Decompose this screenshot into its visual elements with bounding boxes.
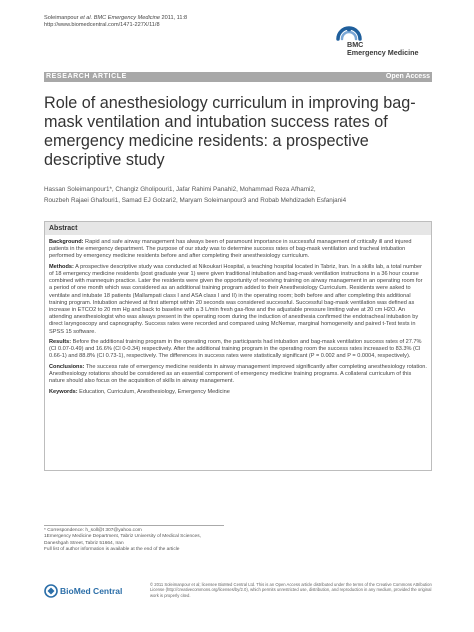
correspondence-email[interactable]: * Correspondence: h_soll@t 307@yahoo.com <box>44 528 142 533</box>
abstract-heading: Abstract <box>49 225 78 232</box>
conclusions-label: Conclusions: <box>49 363 85 370</box>
author-list <box>44 184 434 206</box>
affiliation-note: Full list of author information is available at the end of the article <box>44 546 180 552</box>
abstract-background: Background: Rapid and safe airway management has always been of paramount importance in successful management of critically ill and injured patients in the emergency department. The purpose of our study was to determine success rates of bag-mask ventilation and tracheal intubation performed by emergency medicine residents before and after completing their anesthesiology curriculum. <box>49 239 412 260</box>
footnote-divider <box>44 525 224 526</box>
methods-label: Methods: <box>49 263 74 270</box>
journal-logo-line-2: Emergency Medicine <box>347 48 419 58</box>
author-line-2: Rouzbeh Rajaei Ghafouri1, Samad EJ Golzari2, Maryam Soleimanpour3 and Robab Mehdizadeh Esfanjani4 <box>44 197 347 204</box>
journal-logo <box>332 17 432 63</box>
open-access-label: Open Access <box>385 73 430 80</box>
abstract-conclusions: Conclusions: The success rate of emergency medicine residents in airway management improved significantly after completing anesthesiology rotation. Anesthesiology rotations should be considered as an essential component of emergency medicine training programs. A collateral curriculum of this nature should also focus on the acquisition of skills in airway management. <box>49 363 427 385</box>
license-statement: © 2011 Soleimanpour et al; licensee BioMed Central Ltd. This is an Open Access article distributed under the terms of the Creative Commons Attribution License (http://creativecommons.org/licenses/by/2.0), which permits unrestricted use, distribution, and reproduction in any medium, provided the original work is properly cited. <box>150 582 432 598</box>
biomed-central-icon <box>44 584 58 598</box>
affiliation-line-1: 1Emergency Medicine Department, Tabriz University of Medical Sciences, <box>44 534 201 540</box>
journal-logo-line-1: BMC <box>347 40 364 49</box>
citation-line-1: Soleimanpour et al. BMC Emergency Medicine 2011, 11:8 <box>44 15 188 21</box>
background-label: Background: <box>49 239 84 245</box>
paper-title: Role of anesthesiology curriculum in improving bag-mask ventilation and intubation success rates of emergency medicine residents: a prospective descriptive study <box>44 94 416 169</box>
biomed-central-text: BioMed Central <box>60 586 123 596</box>
article-type-banner <box>44 72 432 82</box>
abstract-keywords: Keywords: Education, Curriculum, Anesthesiology, Emergency Medicine <box>49 388 230 395</box>
author-line-1: Hassan Soleimanpour1*, Changiz Gholipouri1, Jafar Rahimi Panahi2, Mohammad Reza Afhami2, <box>44 186 316 193</box>
abstract-body <box>49 239 427 399</box>
results-label: Results: <box>49 339 72 346</box>
abstract-results: Results: Before the additional training program in the operating room, the participants had intubation and bag-mask ventilation success rates of 27.7% (CI 0.07-0.49) and 16.6% (CI 0-0.34) respectively. After the additional training program in the operating room the success rates increased to 83.3% (CI 0.66-1) and 88.8% (CI 0.73-1), respectively. The differences in success rates were statistically significant (P = 0.002 and P = 0.0004, respectively). <box>49 339 422 360</box>
biomed-central-logo <box>44 583 134 599</box>
affiliation-line-2: Daneshgah Street, Tabriz 51664, Iran <box>44 540 124 546</box>
affiliation-footnote <box>44 528 244 553</box>
abstract-header <box>45 222 431 235</box>
article-type-label: RESEARCH ARTICLE <box>46 73 127 80</box>
abstract-box <box>44 221 432 471</box>
journal-logo-text <box>347 41 419 58</box>
abstract-methods: Methods: A prospective descriptive study was conducted at Nikoukari Hospital, a teaching hospital located in Tabriz, Iran. In a skills lab, a total number of 18 emergency medicine residents (post graduate year 1) were given traditional intubation and bag-mask ventilation instructions in a 36 hour course combined with mannequin practice. Later the residents were given the opportunity of receiving training on airway management in an operating room for a period of one month which was considered as an additional training program added to their Anesthesiology Curriculum. Residents were asked to ventilate and intubate 18 patients (Mallampati class I and ASA class I and II) in the operating room; both before and after completing this additional training program. Intubation achieved at first attempt within 20 seconds was considered successful. Successful bag-mask ventilation was defined as increase in ETCO2 to 20 mm Hg and back to baseline with a 3 L/min fresh gas-flow and the adjustable pressure limiting valve at 20 cm H2O. An attending anesthesiologist who was always present in the operating room during the induction of anesthesia confirmed the endotracheal intubation by direct laryngoscopy and capnography. Success rates were recorded and compared using McNemar, marginal homogeneity and paired t-Test tests in SPSS 15 software. <box>49 263 423 335</box>
citation-url[interactable]: http://www.biomedcentral.com/1471-227X/11/8 <box>44 22 160 28</box>
keywords-label: Keywords: <box>49 388 78 395</box>
citation-header <box>44 15 187 29</box>
